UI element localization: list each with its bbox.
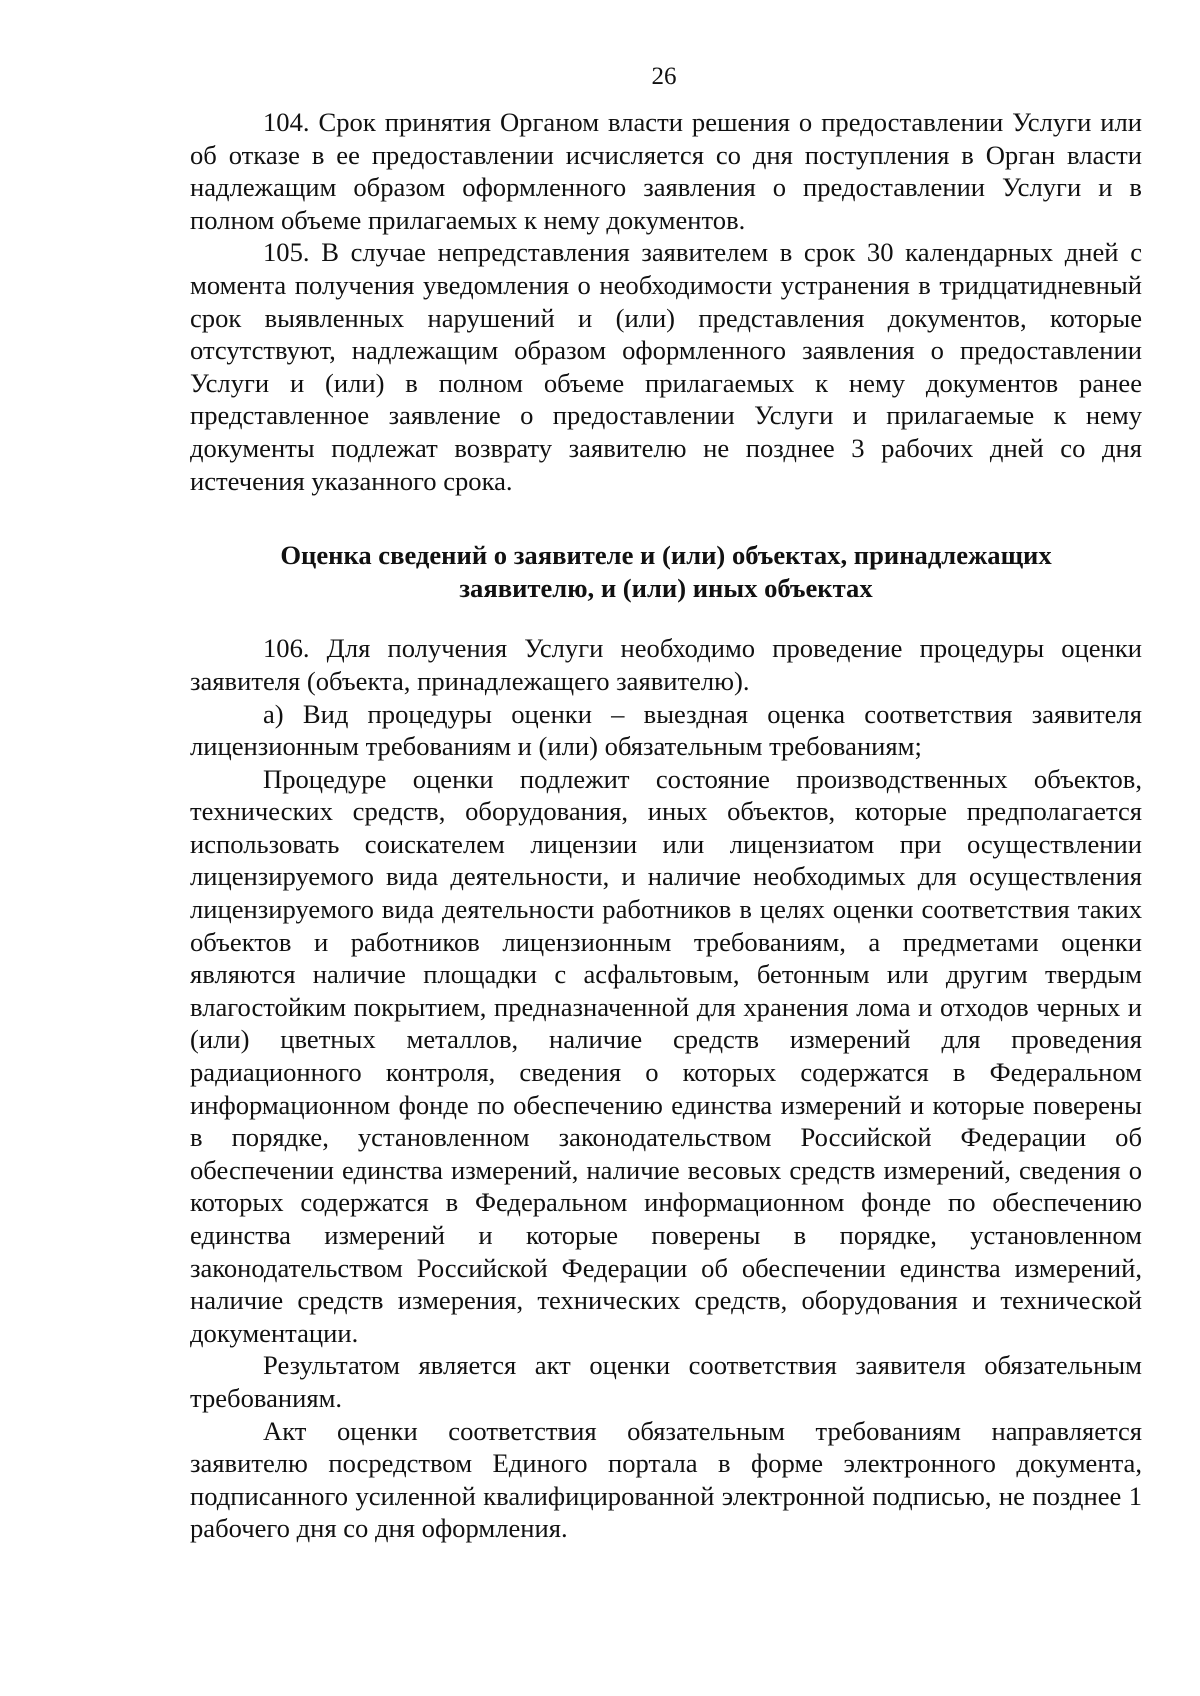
paragraph-104: 104. Срок принятия Органом власти решения о предоставлении Услуги или об отказе в ее предоставлении исчисляется со дня поступления в Орган власти надлежащим образом оформленного заявления о предоставлении Услуги и в полном объеме прилагаемых к нему документов. [190, 107, 1142, 235]
paragraph-105: 105. В случае непредставления заявителем в срок 30 календарных дней с момента получения уведомления о необходимости устранения в тридцатидневный срок выявленных нарушений и (или) представления документов, которые отсутствуют, надлежащим образом оформленного заявления о предоставлении Услуги и (или) в полном объеме прилагаемых к нему документов ранее представленное заявление о предоставлении Услуги и прилагаемые к нему документы подлежат возврату заявителю не позднее 3 рабочих дней со дня истечения указанного срока. [190, 237, 1142, 496]
document-body [190, 106, 1142, 1545]
paragraph-assessment-subject: Процедуре оценки подлежит состояние производственных объектов, технических средств, оборудования, иных объектов, которые предполагается использовать соискателем лицензии или лицензиатом при осуществлении лицензируемого вида деятельности, и наличие необходимых для осуществления лицензируемого вида деятельности работников в целях оценки соответствия таких объектов и работников лицензионным требованиям, а предметами оценки являются наличие площадки с асфальтовым, бетонным или другим твердым влагостойким покрытием, предназначенной для хранения лома и отходов черных и (или) цветных металлов, наличие средств измерений для проведения радиационного контроля, сведения о которых содержатся в Федеральном информационном фонде по обеспечению единства измерений и которые поверены в порядке, установленном законодательством Российской Федерации об обеспечении единства измерений, наличие весовых средств измерений, сведения о которых содержатся в Федеральном информационном фонде по обеспечению единства измерений и которые поверены в порядке, установленном законодательством Российской Федерации об обеспечении единства измерений, наличие средств измерения, технических средств, оборудования и технической документации. [190, 763, 1142, 1348]
spacer [190, 604, 1142, 632]
paragraph-106-a: а) Вид процедуры оценки – выездная оценка соответствия заявителя лицензионным требованиям и (или) обязательным требованиям; [190, 698, 1142, 762]
page-number: 26 [651, 63, 677, 90]
spacer [190, 497, 1142, 539]
paragraph-act-delivery: Акт оценки соответствия обязательным требованиям направляется заявителю посредством Единого портала в форме электронного документа, подписанного усиленной квалифицированной электронной подписью, не позднее 1 рабочего дня со дня оформления. [190, 1415, 1142, 1544]
paragraph-result: Результатом является акт оценки соответствия заявителя обязательным требованиям. [190, 1350, 1142, 1413]
paragraph-106: 106. Для получения Услуги необходимо проведение процедуры оценки заявителя (объекта, принадлежащего заявителю). [190, 633, 1142, 696]
section-heading-line-2: заявителю, и (или) иных объектах [459, 572, 873, 603]
section-heading-line-1: Оценка сведений о заявителе и (или) объектах, принадлежащих [280, 540, 1052, 571]
section-heading [190, 539, 1142, 604]
